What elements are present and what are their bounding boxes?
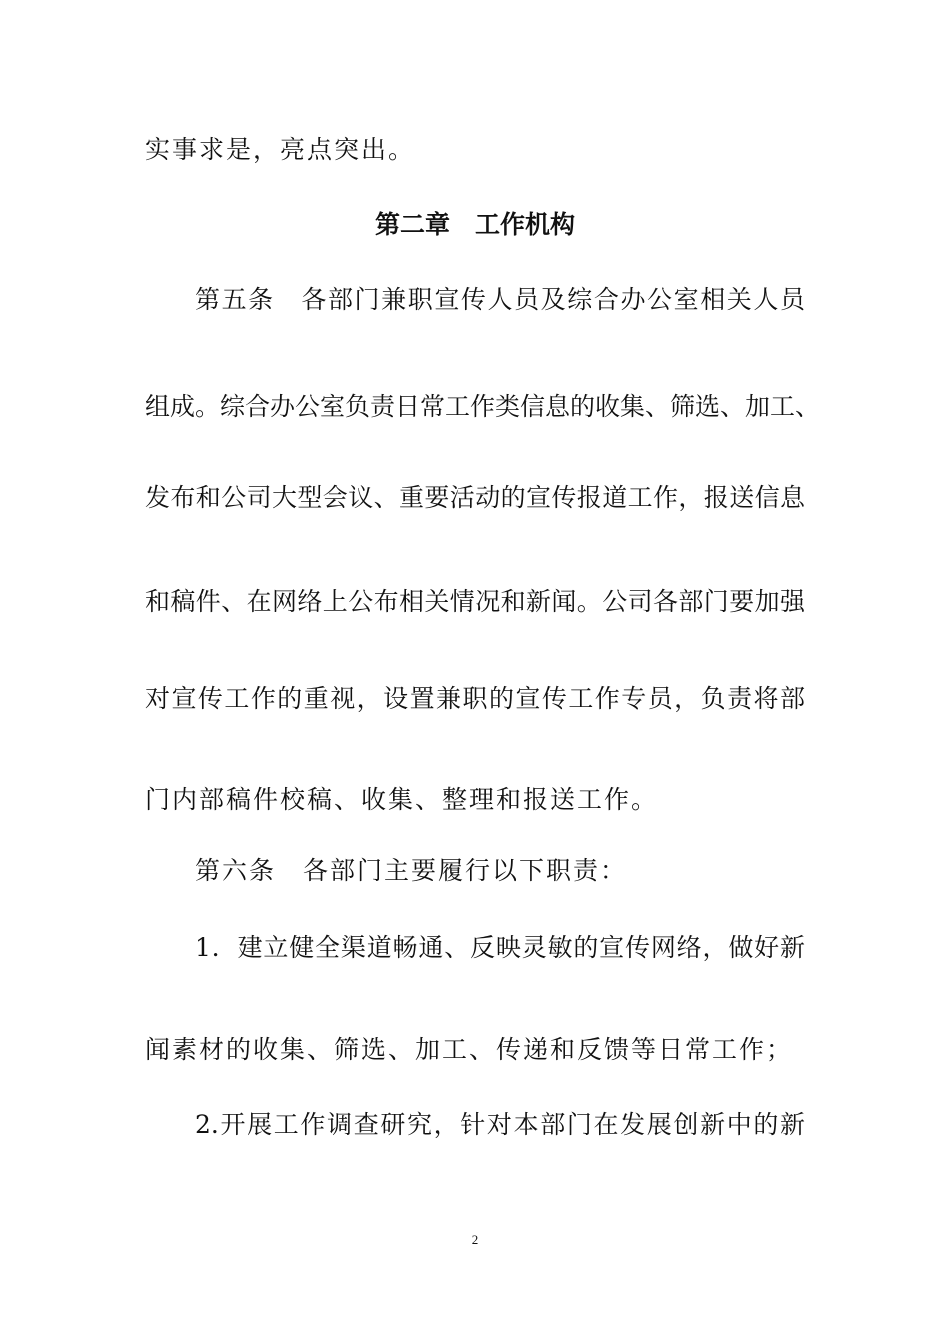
- paragraph-line: 对宣传工作的重视，设置兼职的宣传工作专员，负责将部: [145, 684, 805, 713]
- paragraph-line: 组成。综合办公室负责日常工作类信息的收集、筛选、加工、: [145, 392, 821, 421]
- list-item-1-line: 1．建立健全渠道畅通、反映灵敏的宣传网络，做好新: [195, 933, 805, 962]
- paragraph-line: 和稿件、在网络上公布相关情况和新闻。公司各部门要加强: [145, 587, 805, 616]
- article-six-line: 第六条 各部门主要履行以下职责：: [195, 856, 628, 885]
- chapter-heading: 第二章 工作机构: [374, 210, 575, 239]
- article-five-line: 第五条 各部门兼职宣传人员及综合办公室相关人员: [195, 285, 805, 314]
- paragraph-line: 实事求是，亮点突出。: [145, 135, 416, 164]
- paragraph-line: 闻素材的收集、筛选、加工、传递和反馈等日常工作；: [145, 1035, 794, 1064]
- paragraph-line: 门内部稿件校稿、收集、整理和报送工作。: [145, 785, 659, 814]
- paragraph-line: 发布和公司大型会议、重要活动的宣传报道工作，报送信息: [145, 483, 805, 512]
- list-item-2-line: 2.开展工作调查研究，针对本部门在发展创新中的新: [195, 1110, 805, 1139]
- page-number: 2: [471, 1232, 479, 1247]
